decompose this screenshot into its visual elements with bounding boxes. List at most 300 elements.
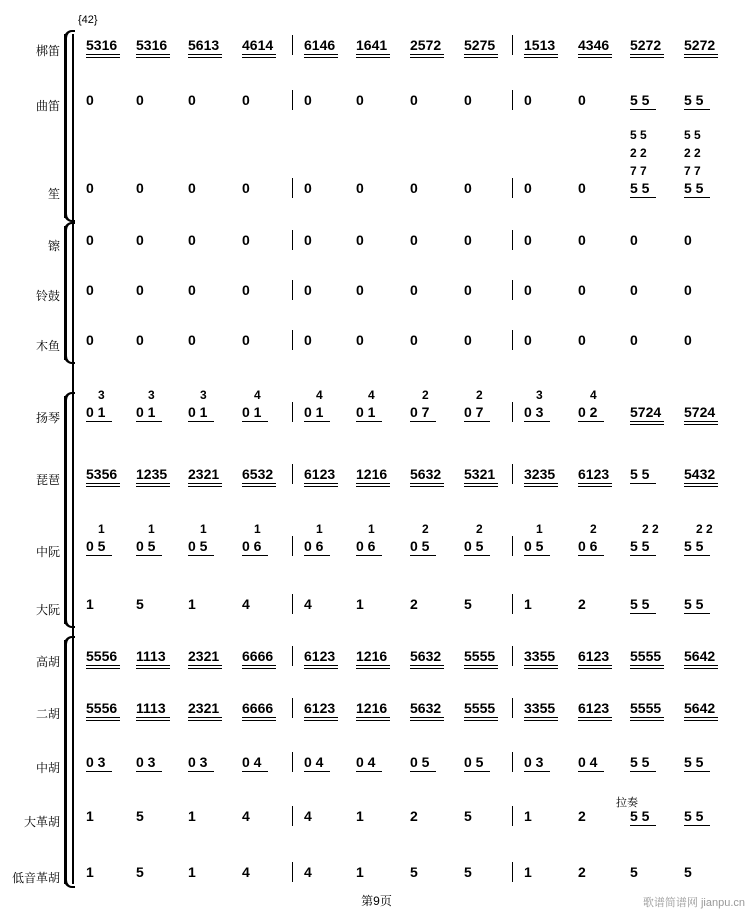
upper-note: 1 [368,522,375,536]
beam-line [464,555,490,556]
instrument-label-sheng: 笙 [47,187,60,201]
barline [292,230,293,250]
note-cell: 5 5 [684,92,704,108]
beam-line [356,717,390,718]
note-cell: 6146 [304,37,336,53]
note-cell: 5 5 [684,808,704,824]
beam-line [630,54,664,55]
note-cell: 0 6 [304,538,324,554]
note-cell: 6532 [242,466,274,482]
upper-note: 5 5 [684,128,701,142]
barline [292,594,293,614]
beam-line [86,771,112,772]
beam-line [578,57,612,58]
upper-note: 2 2 [630,146,647,160]
beam-line [684,197,710,198]
beam-line [410,486,444,487]
beam-line [136,771,162,772]
upper-note: 1 [536,522,543,536]
note-cell: 0 4 [356,754,376,770]
beam-line [86,717,120,718]
note-cell: 0 1 [304,404,324,420]
note-cell: 1 [356,864,364,880]
note-cell: 0 [578,232,586,248]
note-cell: 6666 [242,648,274,664]
note-cell: 5 [136,864,144,880]
note-cell: 0 4 [242,754,262,770]
note-cell: 0 [356,332,364,348]
upper-note: 1 [98,522,105,536]
note-cell: 4614 [242,37,274,53]
bracket-bottom [64,214,75,222]
beam-line [464,668,498,669]
note-cell: 5642 [684,700,716,716]
instrument-label-daruan: 大阮 [35,603,60,617]
measure-number: {42} [78,14,98,26]
note-cell: 1 [524,808,532,824]
note-cell: 0 [242,332,250,348]
beam-line [304,421,330,422]
beam-line [578,720,612,721]
barline [512,330,513,350]
note-cell: 6123 [578,648,610,664]
watermark: 歌谱简谱网 jianpu.cn [642,897,745,909]
upper-note: 3 [200,388,207,402]
note-cell: 1216 [356,648,388,664]
bracket-bottom [64,620,75,628]
note-cell: 5432 [684,466,716,482]
note-cell: 6123 [304,466,336,482]
note-cell: 5555 [464,648,496,664]
barline [292,90,293,110]
note-cell: 5555 [464,700,496,716]
note-cell: 0 [630,232,638,248]
barline [512,646,513,666]
beam-line [86,421,112,422]
note-cell: 5556 [86,700,118,716]
note-cell: 0 [464,282,472,298]
beam-line [188,771,214,772]
beam-line [304,717,338,718]
beam-line [136,720,170,721]
note-cell: 4 [242,596,250,612]
note-cell: 5356 [86,466,118,482]
beam-line [188,57,222,58]
note-cell: 0 2 [578,404,598,420]
barline [512,806,513,826]
upper-note: 3 [98,388,105,402]
beam-line [630,668,664,669]
note-cell: 0 [304,232,312,248]
note-cell: 0 7 [410,404,430,420]
beam-line [136,555,162,556]
note-cell: 5632 [410,648,442,664]
instrument-label-cha: 镲 [47,239,60,253]
barline [512,280,513,300]
beam-line [86,665,120,666]
note-cell: 6123 [578,700,610,716]
beam-line [578,483,612,484]
beam-line [304,57,338,58]
beam-line [304,54,338,55]
beam-line [684,57,718,58]
note-cell: 1235 [136,466,168,482]
beam-line [136,665,170,666]
note-cell: 5 5 [630,180,650,196]
instrument-label-bangdi: 梆笛 [35,44,60,58]
note-cell: 0 [188,180,196,196]
note-cell: 0 [464,232,472,248]
upper-note: 5 5 [630,128,647,142]
beam-line [304,486,338,487]
beam-line [188,720,222,721]
beam-line [188,54,222,55]
beam-line [684,483,718,484]
note-cell: 0 3 [136,754,156,770]
beam-line [410,54,444,55]
beam-line [524,668,558,669]
beam-line [136,668,170,669]
beam-line [464,57,498,58]
beam-line [242,54,276,55]
note-cell: 0 [86,92,94,108]
note-cell: 3355 [524,648,556,664]
beam-line [410,665,444,666]
beam-line [684,613,710,614]
beam-line [188,668,222,669]
instrument-label-zhonghu: 中胡 [35,761,60,775]
barline [512,594,513,614]
note-cell: 5272 [684,37,716,53]
beam-line [630,613,656,614]
upper-note: 7 7 [684,164,701,178]
note-cell: 5 [410,864,418,880]
note-cell: 5 5 [630,538,650,554]
note-cell: 2 [578,864,586,880]
barline [512,178,513,198]
barline [512,862,513,882]
beam-line [630,717,664,718]
beam-line [684,421,718,422]
beam-line [630,825,656,826]
barline [292,330,293,350]
note-cell: 0 [356,282,364,298]
note-cell: 0 [356,180,364,196]
note-cell: 1513 [524,37,556,53]
note-cell: 0 [410,232,418,248]
beam-line [464,421,490,422]
note-cell: 1 [188,596,196,612]
beam-line [188,486,222,487]
beam-line [630,771,656,772]
note-cell: 2572 [410,37,442,53]
upper-note: 4 [368,388,375,402]
note-cell: 6123 [304,700,336,716]
beam-line [86,54,120,55]
note-cell: 5275 [464,37,496,53]
beam-line [684,424,718,425]
upper-note: 1 [148,522,155,536]
note-cell: 0 [684,232,692,248]
beam-line [464,483,498,484]
note-cell: 0 7 [464,404,484,420]
beam-line [630,421,664,422]
note-cell: 0 [304,332,312,348]
beam-line [242,421,268,422]
beam-line [684,54,718,55]
beam-line [188,483,222,484]
note-cell: 4 [304,596,312,612]
note-cell: 5321 [464,466,496,482]
beam-line [684,555,710,556]
note-cell: 0 [630,282,638,298]
note-cell: 0 [136,232,144,248]
note-cell: 0 [524,332,532,348]
note-cell: 4 [304,864,312,880]
beam-line [304,668,338,669]
beam-line [304,771,330,772]
note-cell: 0 [242,180,250,196]
note-cell: 5 5 [630,466,650,482]
bracket-top [64,636,75,644]
note-cell: 0 [410,332,418,348]
bracket-top [64,392,75,400]
note-cell: 0 [524,282,532,298]
note-cell: 0 5 [410,754,430,770]
note-cell: 1216 [356,466,388,482]
beam-line [242,771,268,772]
beam-line [578,555,604,556]
bracket-top [64,30,75,38]
barline [292,536,293,556]
note-cell: 0 [684,332,692,348]
note-cell: 5 5 [630,596,650,612]
note-cell: 5555 [630,700,662,716]
beam-line [410,717,444,718]
barline [512,230,513,250]
note-cell: 0 [242,92,250,108]
note-cell: 1 [86,864,94,880]
note-cell: 0 [464,92,472,108]
upper-note: 1 [254,522,261,536]
beam-line [356,486,390,487]
note-cell: 0 [524,232,532,248]
note-cell: 1216 [356,700,388,716]
beam-line [242,668,276,669]
beam-line [684,771,710,772]
upper-note: 2 2 [642,522,659,536]
beam-line [410,421,436,422]
beam-line [136,483,170,484]
note-cell: 5 [464,808,472,824]
note-cell: 0 [464,332,472,348]
barline [292,178,293,198]
note-cell: 6123 [304,648,336,664]
note-cell: 1 [524,596,532,612]
note-cell: 0 [86,232,94,248]
beam-line [410,57,444,58]
note-cell: 0 1 [356,404,376,420]
beam-line [630,665,664,666]
note-cell: 1 [86,596,94,612]
beam-line [242,665,276,666]
note-cell: 5724 [630,404,662,420]
note-cell: 5 [464,864,472,880]
beam-line [464,720,498,721]
instrument-label-erhu: 二胡 [35,707,60,721]
note-cell: 4346 [578,37,610,53]
barline [292,862,293,882]
note-cell: 0 [464,180,472,196]
instrument-label-gaohu: 高胡 [35,655,60,669]
note-cell: 5 5 [684,754,704,770]
note-cell: 0 5 [86,538,106,554]
note-cell: 0 [304,92,312,108]
note-cell: 5272 [630,37,662,53]
note-cell: 0 [136,92,144,108]
note-cell: 5 [464,596,472,612]
beam-line [524,486,558,487]
beam-line [684,825,710,826]
note-cell: 0 3 [524,404,544,420]
note-cell: 6123 [578,466,610,482]
note-cell: 0 5 [464,754,484,770]
beam-line [356,483,390,484]
note-cell: 5724 [684,404,716,420]
beam-line [356,54,390,55]
note-cell: 5 5 [630,808,650,824]
note-cell: 0 5 [410,538,430,554]
note-cell: 0 [136,180,144,196]
beam-line [464,665,498,666]
note-cell: 2 [410,596,418,612]
annotation-bowing: 拉奏 [616,797,638,809]
note-cell: 0 [136,332,144,348]
beam-line [578,665,612,666]
beam-line [578,421,604,422]
barline [512,464,513,484]
instrument-label-qudi: 曲笛 [35,99,60,113]
upper-note: 3 [536,388,543,402]
upper-note: 2 [422,388,429,402]
beam-line [464,717,498,718]
barline [512,698,513,718]
note-cell: 4 [242,808,250,824]
beam-line [136,57,170,58]
beam-line [304,665,338,666]
note-cell: 0 [578,332,586,348]
beam-line [524,57,558,58]
beam-line [242,555,268,556]
note-cell: 0 5 [188,538,208,554]
note-cell: 5 5 [684,180,704,196]
note-cell: 1113 [136,648,166,664]
upper-note: 1 [316,522,323,536]
beam-line [136,486,170,487]
beam-line [630,109,656,110]
beam-line [136,421,162,422]
beam-line [524,483,558,484]
upper-note: 2 2 [696,522,713,536]
note-cell: 0 [188,332,196,348]
note-cell: 5 5 [684,596,704,612]
beam-line [464,771,490,772]
note-cell: 5 [136,596,144,612]
beam-line [578,771,604,772]
note-cell: 0 [242,232,250,248]
beam-line [524,717,558,718]
beam-line [684,109,710,110]
note-cell: 0 5 [136,538,156,554]
note-cell: 0 [86,332,94,348]
beam-line [578,668,612,669]
note-cell: 0 1 [86,404,106,420]
upper-note: 4 [316,388,323,402]
barline [512,402,513,422]
note-cell: 0 3 [188,754,208,770]
note-cell: 0 3 [524,754,544,770]
beam-line [86,486,120,487]
note-cell: 2 [578,808,586,824]
upper-note: 2 2 [684,146,701,160]
group-bracket [64,226,71,360]
instrument-label-linggu: 铃鼓 [35,289,60,303]
note-cell: 0 1 [188,404,208,420]
note-cell: 2 [578,596,586,612]
instrument-label-zhongruan: 中阮 [35,545,60,559]
beam-line [684,717,718,718]
beam-line [356,665,390,666]
note-cell: 2 [410,808,418,824]
beam-line [630,555,656,556]
beam-line [136,54,170,55]
note-cell: 5555 [630,648,662,664]
instrument-label-diyingehu: 低音革胡 [11,871,60,885]
beam-line [410,720,444,721]
beam-line [464,486,498,487]
note-cell: 5 [630,864,638,880]
note-cell: 0 4 [578,754,598,770]
beam-line [188,717,222,718]
upper-note: 4 [590,388,597,402]
note-cell: 1 [524,864,532,880]
note-cell: 1 [188,808,196,824]
note-cell: 0 [578,180,586,196]
beam-line [630,197,656,198]
bracket-top [64,222,75,230]
group-bracket [64,34,71,218]
beam-line [630,424,664,425]
barline [292,402,293,422]
note-cell: 0 6 [578,538,598,554]
beam-line [242,483,276,484]
beam-line [356,771,382,772]
note-cell: 0 1 [242,404,262,420]
beam-line [524,555,550,556]
bracket-bottom [64,356,75,364]
note-cell: 0 [136,282,144,298]
beam-line [524,421,550,422]
note-cell: 5642 [684,648,716,664]
note-cell: 0 5 [464,538,484,554]
instrument-label-yangqin: 扬琴 [35,411,60,425]
beam-line [86,720,120,721]
note-cell: 0 [86,282,94,298]
note-cell: 5 5 [630,754,650,770]
beam-line [242,717,276,718]
group-bracket [64,640,71,884]
note-cell: 5316 [136,37,168,53]
